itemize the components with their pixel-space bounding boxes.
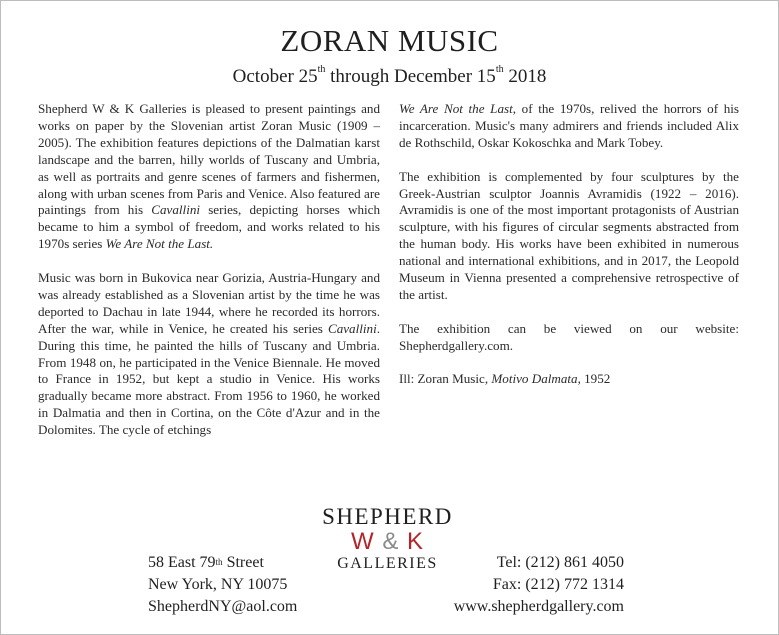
date-middle: through December 15 bbox=[325, 66, 496, 87]
series-title: We Are Not the Last bbox=[399, 101, 513, 116]
logo-k: K bbox=[407, 528, 425, 555]
logo-w: W bbox=[350, 528, 375, 555]
page-title: ZORAN MUSIC bbox=[280, 23, 499, 58]
paragraph-biography-cont bbox=[399, 101, 739, 152]
logo-galleries: GALLERIES bbox=[337, 555, 438, 572]
paragraph-sculptures: The exhibition is complemented by four sculptures by the Greek-Austrian sculptor Joannis Avramidis (1922 – 2016). Avramidis is one of the most important protagonists of Austrian sculpture, with his figures of circular segments abstracted from the human body. His works have been exhibited in numerous national and international exhibitions, and in 2017, the Leopold Museum in Vienna presented a comprehensive retrospective of the artist. bbox=[399, 168, 739, 302]
text-span: . During this time, he painted the hills of Tuscany and Umbria. From 1948 on, he participated in the Venice Biennale. He moved to France in 1952, but kept a studio in Venice. His works gradually became more abstract. From 1956 to 1960, he worked in Dalmatia and then in Cortina, on the Côte d'Azur and in the Dolomites. The cycle of etchings bbox=[38, 320, 380, 438]
logo-ampersand: & bbox=[382, 528, 400, 555]
text-span: , of the 1970s, relived the horrors of his incarceration. Music's many admirers and friends included Alix de Rothschild, Oskar Kokoschka and Mark Tobey. bbox=[399, 101, 739, 150]
text-span: Shepherd W & K Galleries is pleased to present paintings and works on paper by the Slovenian artist Zoran Music (1909 – 2005). The exhibition features depictions of the Dalmatian karst landscape and the barren, hilly worlds of Tuscany and Umbria, as well as portraits and genre scenes of farmers and fishermen, along with urban scenes from Paris and Venice. Also featured are paintings from his bbox=[38, 101, 380, 218]
text-span: Music was born in Bukovica near Gorizia, Austria-Hungary and was already established as a Slovenian artist by the time he was deported to Dachau in late 1944, where he recorded its horrors. After the war, while in Venice, he created his series bbox=[38, 270, 380, 336]
paragraph-website: The exhibition can be viewed on our website: Shepherdgallery.com. bbox=[399, 320, 739, 353]
street-address bbox=[148, 552, 297, 574]
website-link[interactable]: www.shepherdgallery.com bbox=[453, 598, 624, 615]
date-start: October 25 bbox=[232, 66, 318, 87]
text-span: Ill: Zoran Music, bbox=[399, 371, 492, 387]
telephone: Tel: (212) 861 4050 bbox=[496, 554, 624, 571]
email-address[interactable]: ShepherdNY@aol.com bbox=[148, 598, 298, 615]
address-block bbox=[148, 552, 297, 618]
paragraph-biography bbox=[38, 270, 380, 439]
date-start-suffix: th bbox=[317, 64, 326, 75]
text-span: series, depicting horses which became to him a symbol of freedom, and works related to his 1970s series bbox=[38, 202, 380, 252]
contact-block bbox=[454, 552, 624, 618]
gallery-logo bbox=[300, 505, 475, 573]
series-title: Cavallini bbox=[151, 202, 201, 218]
exhibition-dates bbox=[0, 66, 779, 88]
text-span: , 1952 bbox=[577, 371, 611, 387]
street-name: Street bbox=[222, 554, 264, 571]
logo-wk bbox=[300, 529, 475, 555]
street-number: 58 East 79 bbox=[148, 554, 216, 571]
paragraph-intro bbox=[38, 101, 380, 253]
series-title: Cavallini bbox=[327, 320, 377, 336]
date-year: 2018 bbox=[503, 66, 547, 87]
text-column-right bbox=[399, 101, 739, 388]
artwork-title: Motivo Dalmata bbox=[491, 371, 578, 387]
street-suffix: th bbox=[215, 557, 223, 567]
fax: Fax: (212) 772 1314 bbox=[492, 576, 624, 593]
logo-shepherd: SHEPHERD bbox=[322, 504, 453, 529]
series-title: We Are Not the Last. bbox=[105, 236, 214, 252]
illustration-caption bbox=[399, 371, 739, 388]
date-end-suffix: th bbox=[495, 64, 504, 75]
city-line: New York, NY 10075 bbox=[148, 576, 288, 593]
text-column-left bbox=[38, 101, 380, 439]
